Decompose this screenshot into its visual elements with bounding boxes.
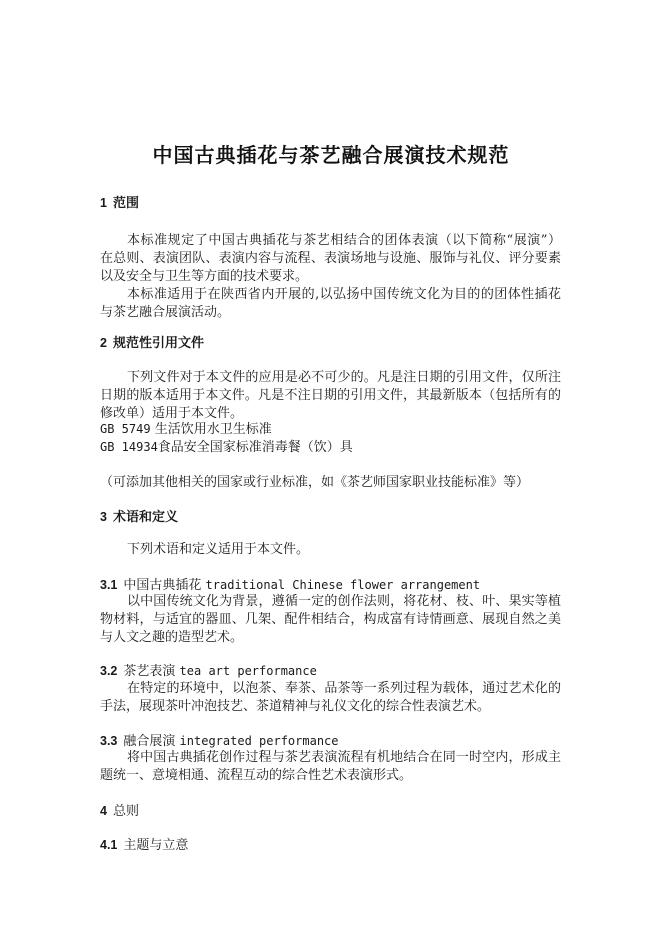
section-2-paragraph: 下列文件对于本文件的应用是必不可少的。凡是注日期的引用文件，仅所注 (127, 370, 561, 385)
document-title: 中国古典插花与茶艺融合展演技术规范 (152, 143, 510, 167)
section-4-heading: 4 总则 (100, 804, 139, 819)
term-3-3-definition: 将中国古典插花创作过程与茶艺表演流程有机地结合在同一时空内，形成主 (127, 750, 561, 765)
section-2-paragraph: 日期的版本适用于本文件。凡是不注日期的引用文件，其最新版本（包括所有的 (100, 388, 561, 403)
section-1-paragraph-2: 本标准适用于在陕西省内开展的,以弘扬中国传统文化为目的的团体性插花 (127, 287, 561, 302)
reference-item: GB 5749 生活饮用水卫生标准 (100, 422, 272, 437)
section-3-heading: 3 术语和定义 (100, 510, 178, 525)
term-3-2-definition: 手法，展现茶叶冲泡技艺、茶道精神与礼仪文化的综合性表演艺术。 (100, 699, 491, 714)
term-3-2-heading: 3.2 茶艺表演 tea art performance (100, 664, 317, 679)
term-3-2-definition: 在特定的环境中，以泡茶、奉茶、品茶等一系列过程为载体，通过艺术化的 (127, 681, 561, 696)
section-2-paragraph: 修改单）适用于本文件。 (100, 406, 244, 421)
term-3-3-definition: 题统一、意境相通、流程互动的综合性艺术表演形式。 (100, 768, 413, 783)
term-3-1-definition: 物材料，与适宜的器皿、几架、配件相结合，构成富有诗情画意、展现自然之美 (100, 612, 561, 627)
section-1-heading: 1 范围 (100, 196, 139, 211)
reference-note: （可添加其他相关的国家或行业标准，如《茶艺师国家职业技能标准》等） (100, 475, 530, 490)
section-1-paragraph-1: 在总则、表演团队、表演内容与流程、表演场地与设施、服饰与礼仪、评分要素 (100, 251, 561, 266)
section-1-paragraph-1: 本标准规定了中国古典插花与茶艺相结合的团体表演（以下简称“展演”） (127, 233, 561, 248)
section-4-1-heading: 4.1 主题与立意 (100, 838, 189, 853)
section-1-paragraph-2: 与茶艺融合展演活动。 (100, 305, 231, 320)
term-3-3-heading: 3.3 融合展演 integrated performance (100, 734, 339, 749)
reference-item: GB 14934食品安全国家标准消毒餐（饮）具 (100, 440, 353, 455)
term-3-1-definition: 与人文之趣的造型艺术。 (100, 630, 244, 645)
section-2-heading: 2 规范性引用文件 (100, 336, 204, 351)
term-3-1-heading: 3.1 中国古典插花 traditional Chinese flower arrangement (100, 578, 481, 593)
section-1-paragraph-1: 以及安全与卫生等方面的技术要求。 (100, 269, 309, 284)
section-3-intro: 下列术语和定义适用于本文件。 (127, 542, 310, 557)
term-3-1-definition: 以中国传统文化为背景，遵循一定的创作法则，将花材、枝、叶、果实等植 (127, 594, 561, 609)
